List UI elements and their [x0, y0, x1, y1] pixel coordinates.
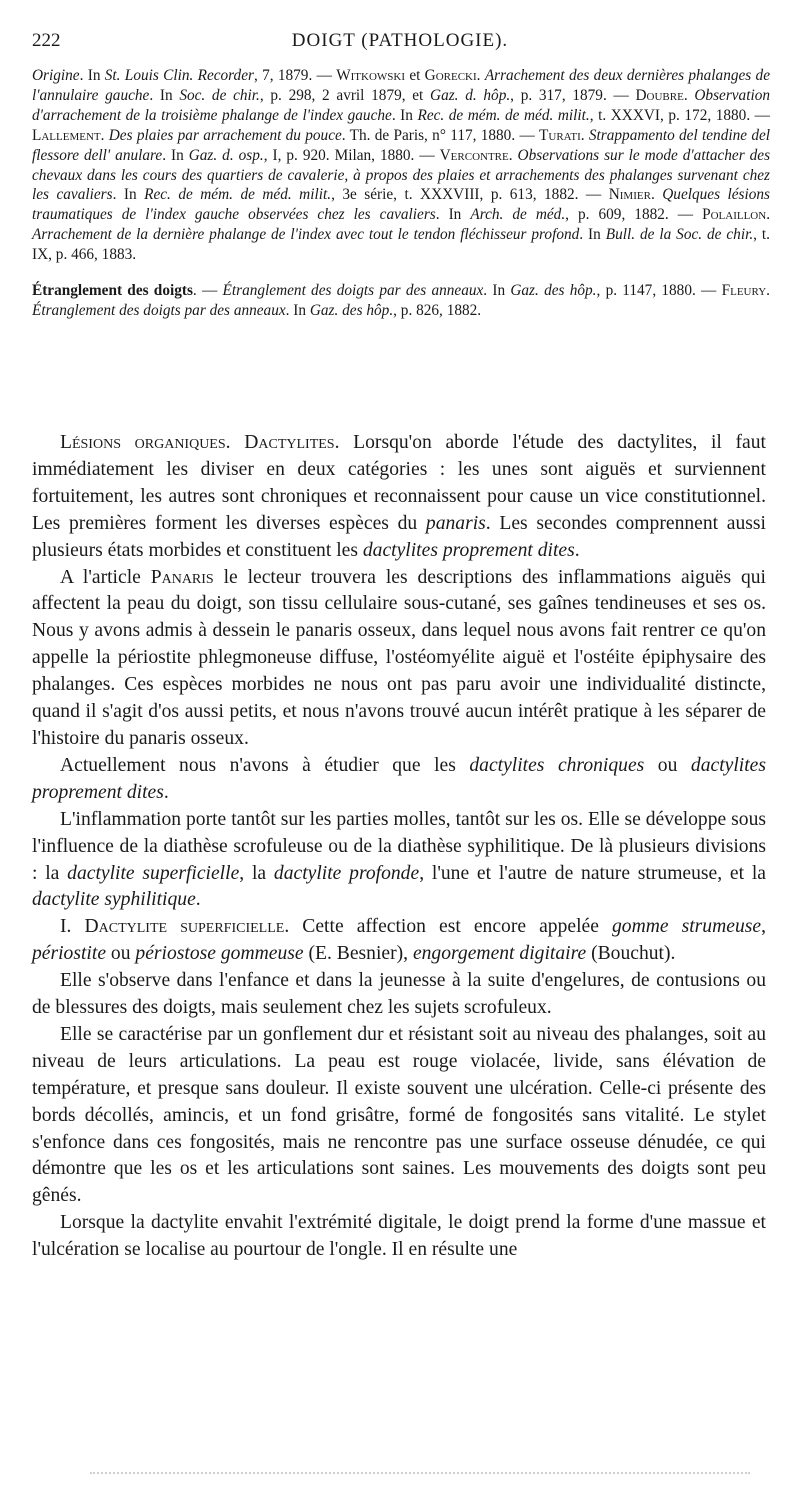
- text-run: Actuellement nous n'avons à étudier que les: [60, 754, 470, 776]
- body-paragraph: [32, 565, 766, 753]
- body-paragraph: [32, 1210, 766, 1264]
- text-run: .: [100, 126, 109, 144]
- text-run: Lésions organiques. Dactylites.: [60, 432, 340, 453]
- text-run: , p. 1147, 1880. —: [596, 282, 722, 300]
- text-run: et: [405, 67, 425, 84]
- text-run: . In: [162, 146, 189, 164]
- text-run: Arch. de méd.: [470, 206, 566, 224]
- text-run: Gaz. des hôp.: [510, 282, 597, 300]
- main-text: [32, 430, 766, 1264]
- text-run: .: [163, 781, 169, 803]
- text-run: engorgement digitaire: [412, 943, 587, 965]
- text-run: . In: [149, 86, 180, 104]
- text-run: (Bouchut).: [586, 943, 676, 965]
- text-run: , p. 298, 2 avril 1879, et: [259, 86, 431, 104]
- body-paragraph: [32, 914, 766, 968]
- text-run: . In: [285, 301, 310, 319]
- text-run: Gaz. d. osp.: [188, 146, 264, 164]
- text-run: .: [508, 146, 518, 164]
- text-run: , t. XXXVI, p. 172, 1880. —: [589, 106, 770, 124]
- text-run: dactylite syphilitique: [32, 889, 196, 911]
- body-paragraph: [32, 807, 766, 915]
- running-title: DOIGT (PATHOLOGIE).: [291, 30, 509, 51]
- body-paragraph: [32, 1022, 766, 1210]
- text-run: , l'une et l'autre de nature strumeuse, et la: [419, 862, 767, 884]
- text-run: Lorsque la dactylite envahit l'extrémité digitale, le doigt prend la forme d'une massue et l'ulcération se localise au pourtour de l'ongle. Il en résulte une: [32, 1212, 766, 1261]
- text-run: . Th. de Paris, n° 117, 1880. —: [341, 126, 540, 144]
- text-run: Étranglement des doigts par des anneaux: [32, 301, 286, 319]
- text-run: Doubre: [635, 86, 684, 104]
- text-run: Fleury: [721, 282, 767, 300]
- text-run: dactylites proprement dites: [362, 539, 575, 561]
- text-run: , 7, 1879. —: [253, 67, 337, 84]
- text-run: dactylites chroniques: [469, 754, 645, 776]
- text-run: dactylite superficielle: [67, 862, 240, 884]
- text-run: dactylites proprement dites: [32, 754, 767, 803]
- body-paragraph: [32, 753, 766, 807]
- text-run: Polaillon: [702, 206, 767, 224]
- text-run: , la: [239, 862, 274, 884]
- text-run: ou: [644, 754, 691, 776]
- text-run: Étranglement des doigts par des anneaux: [222, 282, 484, 300]
- text-run: .: [574, 539, 580, 561]
- text-run: Gaz. d. hôp.: [430, 86, 511, 104]
- text-run: .: [195, 889, 201, 911]
- text-run: Panaris: [150, 566, 214, 588]
- text-run: I. Dactylite superficielle.: [60, 916, 290, 938]
- text-run: . Les secondes comprennent aussi plusieurs états morbides et constituent les: [32, 512, 766, 561]
- text-run: .: [650, 186, 663, 204]
- text-run: . In: [112, 186, 145, 204]
- text-run: Elle se caractérise par un gonflement dur et résistant soit au niveau des phalanges, soit au niveau de leurs articulations. La peau est rouge violacée, livide, sans élévation de température, et presque sans douleur. Il existe souvent une ulcération. Celle-ci présente des bords décollés, amincis, et un fond grisâtre, formé de fongosités sans vitalité. Le stylet s'enfonce dans ces fongosités, mais ne rencontre pas une surface osseuse dénudée, ce qui démontre que les os et les articulations sont saines. Les mouvements des doigts sont peu gênés.: [32, 1023, 766, 1207]
- text-run: , p. 317, 1879. —: [510, 86, 636, 104]
- text-run: Observation d'arrachement de la troisième phalange de l'index gauche: [32, 86, 771, 124]
- text-run: , p. 826, 1882.: [393, 301, 482, 319]
- text-run: . In: [79, 67, 105, 84]
- text-run: Gorecki: [424, 67, 477, 84]
- page-number: 222: [32, 30, 61, 51]
- text-run: St. Louis Clin. Recorder: [104, 67, 254, 84]
- text-run: Origine: [32, 67, 80, 84]
- text-run: Turati: [539, 126, 581, 144]
- text-run: .: [476, 67, 485, 84]
- text-run: panaris: [425, 512, 486, 534]
- text-run: Gaz. des hôp.: [309, 301, 394, 319]
- text-run: , p. 609, 1882. —: [565, 206, 703, 224]
- text-run: dactylite profonde: [273, 862, 420, 884]
- text-run: Bull. de la Soc. de chir.: [605, 226, 754, 244]
- text-run: Lallement: [32, 126, 101, 144]
- text-run: . In: [391, 106, 418, 124]
- page-bottom-rule: [90, 1472, 750, 1476]
- text-run: Witkowski: [336, 67, 406, 84]
- text-run: périostite: [32, 943, 107, 965]
- text-run: Quelques lésions traumatiques de l'index gauche observées chez les cavaliers: [32, 186, 771, 224]
- text-run: A l'article: [60, 566, 151, 588]
- text-run: .: [683, 86, 695, 104]
- text-run: Strappamento del tendine del flessore dell' anulare: [32, 126, 771, 164]
- text-run: .: [766, 206, 771, 224]
- text-run: Arrachement de la dernière phalange de l'index avec tout le tendon fléchisseur profond: [32, 226, 580, 244]
- text-run: Étranglement des doigts: [32, 282, 193, 300]
- text-run: . —: [192, 282, 223, 300]
- text-run: , 3e série, t. XXXVIII, p. 613, 1882. —: [331, 186, 609, 204]
- text-run: Cette affection est encore appelée: [289, 916, 612, 938]
- text-run: périostose gommeuse: [135, 943, 304, 965]
- text-run: .: [580, 126, 589, 144]
- text-run: Observations sur le mode d'attacher des chevaux dans les cours des quartiers de cavalerie, à propos des plaies et arrachements des phalanges survenant chez les cavaliers: [32, 146, 771, 204]
- text-run: Arrachement des deux dernières phalanges de l'annulaire gauche: [32, 67, 770, 104]
- text-run: Nimier: [608, 186, 651, 204]
- text-run: Elle s'observe dans l'enfance et dans la jeunesse à la suite d'engelures, de contusions ou de blessures des doigts, mais seulement chez les sujets scrofuleux.: [32, 970, 766, 1019]
- running-header: [32, 30, 768, 56]
- body-paragraph: [32, 968, 766, 1022]
- text-run: .: [766, 282, 770, 300]
- text-run: (E. Besnier),: [303, 943, 413, 965]
- text-run: Rec. de mém. de méd. milit.: [144, 186, 332, 204]
- text-run: , t. IX, p. 466, 1883.: [32, 226, 770, 264]
- bibliography-section: [32, 66, 770, 321]
- text-run: , I, p. 920. Milan, 1880. —: [263, 146, 440, 164]
- text-run: Lorsqu'on aborde l'étude des dactylites, il faut immédiatement les diviser en deux catégories : les unes sont aiguës et surviennent fortuitement, les autres sont chroniques et reconnaissent pour cause un vice constitutionnel. Les premières forment les diverses espèces du: [32, 432, 766, 534]
- text-run: Des plaies par arrachement du pouce: [108, 126, 342, 144]
- text-run: . In: [579, 226, 606, 244]
- body-paragraph: [32, 430, 766, 565]
- text-run: Rec. de mém. de méd. milit.: [417, 106, 590, 124]
- bibliography-entry: [32, 66, 770, 265]
- text-run: gomme strumeuse: [611, 916, 762, 938]
- text-run: ou: [106, 943, 136, 965]
- text-run: . In: [483, 282, 511, 300]
- text-run: . In: [435, 206, 471, 224]
- text-run: le lecteur trouvera les descriptions des inflammations aiguës qui affectent la peau du doigt, son tissu cellulaire sous-cutané, ses gaînes tendineuses et ses os. Nous y avons admis à dessein le panaris osseux, dans lequel nous avons fait rentrer ce qu'on appelle la périostite phlegmoneuse diffuse, l'ostéomyélite aiguë et l'ostéite épiphysaire des phalanges. Ces espèces morbides ne nous ont pas paru avoir une individualité distincte, quand il s'agit d'os aussi petits, et nous n'avons trouvé aucun intérêt pratique à les séparer de l'histoire du panaris osseux.: [32, 566, 766, 749]
- bibliography-entry-etranglement: [32, 281, 770, 321]
- text-run: ,: [761, 916, 766, 938]
- text-run: L'inflammation porte tantôt sur les parties molles, tantôt sur les os. Elle se développe sous l'influence de la diathèse scrofuleuse ou de la diathèse syphilitique. De là plusieurs divisions : la: [32, 808, 766, 884]
- text-run: Soc. de chir.: [179, 86, 260, 104]
- text-run: Vercontre: [439, 146, 509, 164]
